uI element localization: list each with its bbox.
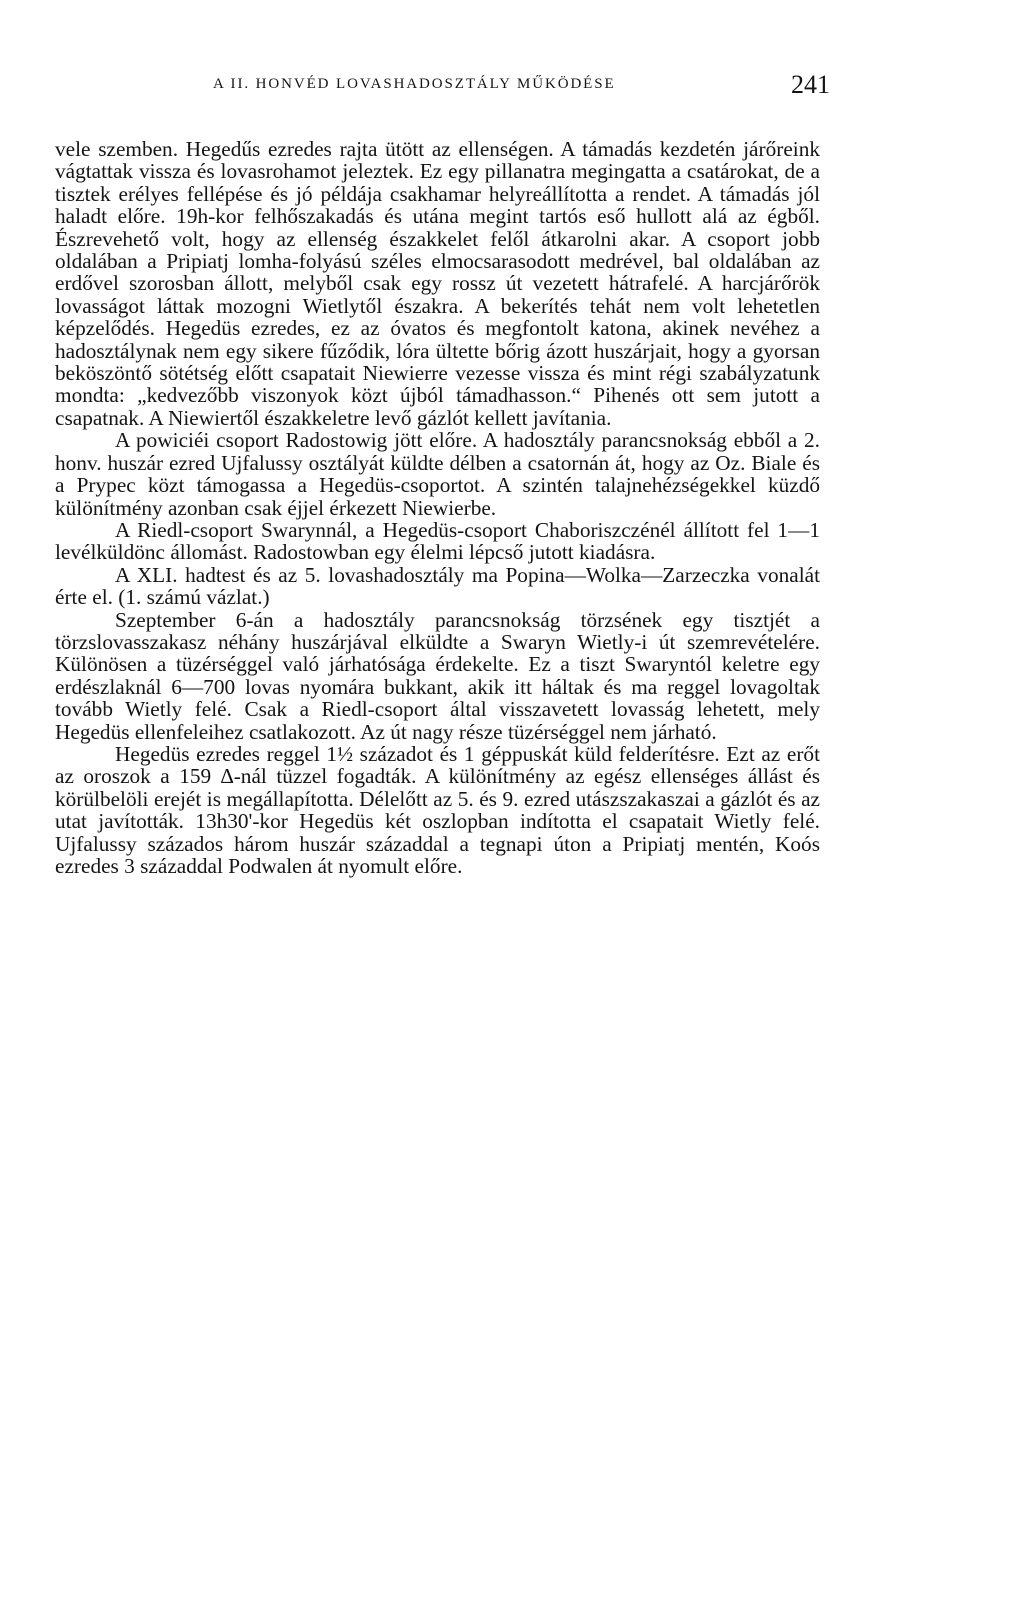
running-head	[0, 70, 1024, 100]
paragraph-2: A powiciéi csoport Radostowig jött előre. A hadosztály parancsnokság ebből a 2. honv. huszár ezred Ujfalussy osztályát küldte délben a csatornán át, hogy az Oz. Biale és a Prypec közt támogassa a Hegedüs-csoportot. A szintén talajnehézségekkel küzdő különítmény azonban csak éjjel érkezett Niewierbe.	[55, 428, 820, 520]
paragraph-5: Szeptember 6-án a hadosztály parancsnokság törzsének egy tisztjét a törzslovasszakasz néhány huszárjával elküldte a Swaryn Wietly-i út szemrevételére. Különösen a tüzérséggel való járhatósága érdekelte. Ez a tiszt Swaryntól keletre egy erdészlaknál 6—700 lovas nyomára bukkant, akik itt háltak és ma reggel lovagoltak tovább Wietly felé. Csak a Riedl-csoport által visszavetett lovasság lehetett, mely Hegedüs ellenfeleihez csatlakozott. Az út nagy része tüzérséggel nem járható.	[55, 607, 820, 744]
paragraph-3: A Riedl-csoport Swarynnál, a Hegedüs-csoport Chaboriszczénél állított fel 1—1 levélküldönc állomást. Radostowban egy élelmi lépcső jutott kiadásra.	[55, 517, 820, 565]
paragraph-4: A XLI. hadtest és az 5. lovashadosztály ma Popina—Wolka—Zarzeczka vonalát érte el. (1. számú vázlat.)	[55, 562, 820, 610]
page-number: 241	[791, 70, 830, 99]
body-text	[55, 138, 820, 877]
paragraph-1: vele szemben. Hegedűs ezredes rajta ütött az ellenségen. A támadás kezdetén járőreink vágtattak vissza és lovasrohamot jeleztek. Ez egy pillanatra megingatta a csatárokat, de a tisztek erélyes fellépése és jó példája csakhamar helyreállította a rendet. A támadás jól haladt előre. 19h-kor felhőszakadás és utána megint tartós eső hullott alá az égből. Észrevehető volt, hogy az ellenség északkelet felől átkarolni akar. A csoport jobb oldalában a Pripiatj lomha-folyású széles elmocsarasodott medrével, bal oldalában az erdővel szorosban állott, melyből csak egy rossz út vezetett hátrafelé. A harcjárőrök lovasságot láttak mozogni Wietlytől északra. A bekerítés tehát nem volt lehetetlen képzelődés. Hegedüs ezredes, ez az óvatos és megfontolt katona, akinek nevéhez a hadosztálynak nem egy sikere fűződik, lóra ültette bőrig ázott huszárjait, hogy a gyorsan beköszöntő sötétség előtt csapatait Niewierre vezesse vissza és mint régi szabályzatunk mondta: „kedvezőbb viszonyok közt újból támadhasson.“ Pihenés ott sem jutott a csapatnak. A Niewiertől északkeletre levő gázlót kellett javítania.	[55, 137, 820, 430]
paragraph-6: Hegedüs ezredes reggel 1½ századot és 1 géppuskát küld felderítésre. Ezt az erőt az oroszok a 159 ∆-nál tüzzel fogadták. A különítmény az egész ellenséges állást és körülbelöli erejét is megállapította. Délelőtt az 5. és 9. ezred utászszakaszai a gázlót és az utat javították. 13h30'-kor Hegedüs két oszlopban indította el csapatait Wietly felé. Ujfalussy százados három huszár századdal a tegnapi úton a Pripiatj mentén, Koós ezredes 3 századdal Podwalen át nyomult előre.	[55, 741, 820, 878]
running-title: A II. HONVÉD LOVASHADOSZTÁLY MŰKÖDÉSE	[213, 76, 616, 92]
